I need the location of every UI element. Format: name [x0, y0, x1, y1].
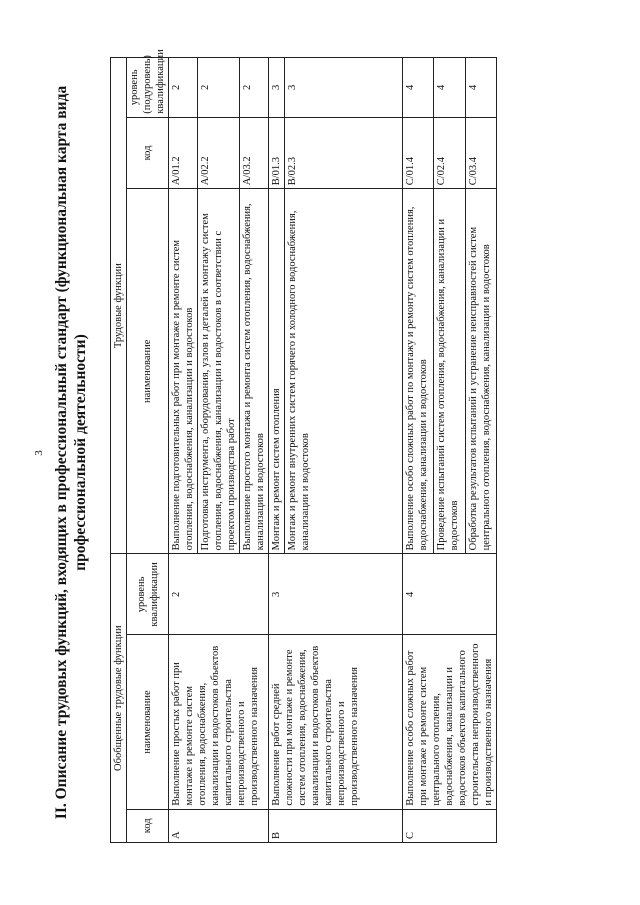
function-code: A/03.2	[240, 117, 269, 189]
function-name: Выполнение подготовительных работ при монтаже и ремонте систем отопления, водоснабжения, канализации и водостоков	[169, 189, 198, 554]
group-level: 3	[269, 554, 403, 635]
function-level: 2	[169, 58, 198, 118]
function-code: C/01.4	[403, 117, 434, 189]
group-code: B	[269, 809, 403, 842]
group-code: C	[403, 809, 497, 842]
function-level: 2	[198, 58, 240, 118]
table-row	[169, 58, 198, 843]
function-code: A/01.2	[169, 117, 198, 189]
function-level: 4	[465, 58, 496, 118]
function-name: Проведение испытаний систем отопления, водоснабжения, канализации и водостоков	[434, 189, 465, 554]
function-code: B/01.3	[269, 117, 285, 189]
function-name: Монтаж и ремонт внутренних систем горячего и холодного водоснабжения, канализации и водостоков	[285, 189, 403, 554]
function-name: Подготовка инструмента, оборудования, узлов и деталей к монтажу систем отопления, водоснабжения, канализации и водостоков в соответствии с проектом производства работ	[198, 189, 240, 554]
header-generalized-functions: Обобщенные трудовые функции	[111, 554, 127, 843]
group-level: 4	[403, 554, 497, 635]
table-row	[269, 58, 285, 843]
group-code: A	[169, 809, 269, 842]
header-code: код	[127, 809, 169, 842]
group-name: Выполнение работ средней сложности при монтаже и ремонте систем отопления, водоснабжения, канализации и водостоков объектов капитального строительства непроизводственного и производственного назначения	[269, 635, 403, 809]
group-name: Выполнение особо сложных работ при монтаже и ремонте систем центрального отопления, водоснабжения, канализации и водостоков объектов капитального строительства непроизводственного и производственного назначения	[403, 635, 497, 809]
table-row	[403, 58, 434, 843]
function-code: C/03.4	[465, 117, 496, 189]
section-title: II. Описание трудовых функций, входящих в профессиональный стандарт (функциональная карта вида профессиональной деятельности)	[53, 85, 89, 820]
function-code: A/02.2	[198, 117, 240, 189]
group-level: 2	[169, 554, 269, 635]
function-name: Обработка результатов испытаний и устранение неисправностей систем центрального отопления, водоснабжения, канализации и водостоков	[465, 189, 496, 554]
header-name: наименование	[127, 635, 169, 809]
function-level: 2	[240, 58, 269, 118]
function-code: C/02.4	[434, 117, 465, 189]
function-level: 3	[269, 58, 285, 118]
function-name: Выполнение простого монтажа и ремонта систем отопления, водоснабжения, канализации и водостоков	[240, 189, 269, 554]
function-name: Монтаж и ремонт систем отопления	[269, 189, 285, 554]
page-number: 3	[32, 450, 45, 456]
header-function-level: уровень (подуровень) квалификации	[127, 58, 169, 118]
function-code: B/02.3	[285, 117, 403, 189]
function-level: 4	[403, 58, 434, 118]
header-level: уровень квалификации	[127, 554, 169, 635]
functional-map-table	[110, 49, 497, 843]
function-name: Выполнение особо сложных работ по монтажу и ремонту систем отопления, водоснабжения, канализации и водостоков	[403, 189, 434, 554]
group-name: Выполнение простых работ при монтаже и ремонте систем отопления, водоснабжения, канализации и водостоков объектов капитального строительства непроизводственного и производственного назначения	[169, 635, 269, 809]
function-level: 3	[285, 58, 403, 118]
function-level: 4	[434, 58, 465, 118]
header-function-name: наименование	[127, 189, 169, 554]
header-labor-functions: Трудовые функции	[111, 58, 127, 554]
header-function-code: код	[127, 117, 169, 189]
